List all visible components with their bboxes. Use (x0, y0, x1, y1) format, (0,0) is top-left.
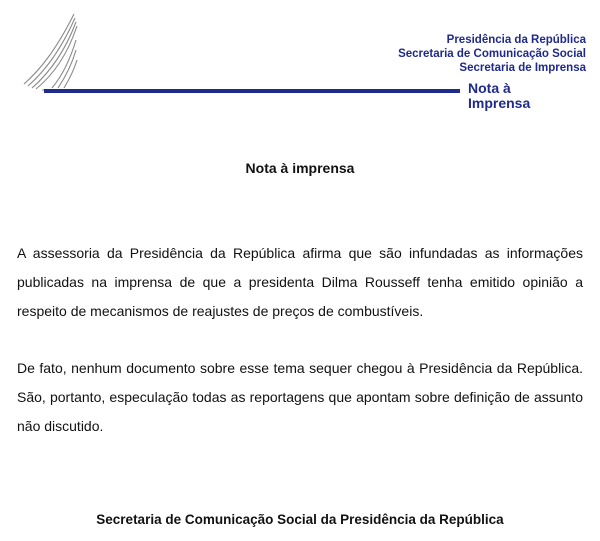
org-line-press-office: Secretaria de Imprensa (459, 62, 586, 74)
paragraph-2: De fato, nenhum documento sobre esse tema sequer chegou à Presidência da República. São, portanto, especulação todas as reportagens que apontam sobre definição de assunto não discutido. (17, 360, 583, 434)
header-divider (44, 89, 460, 93)
document-title: Nota à imprensa (245, 160, 355, 176)
org-line-secom: Secretaria de Comunicação Social (398, 48, 586, 60)
tag-line-1: Nota à (468, 80, 511, 96)
signature: Secretaria de Comunicação Social da Presidência da República (96, 512, 504, 527)
tag-line-2: Imprensa (468, 95, 531, 111)
paragraph-1: A assessoria da Presidência da República afirma que são infundadas as informações publicadas na imprensa de que a presidenta Dilma Rousseff tenha emitido opinião a respeito de mecanismos de reajustes de preços de combustíveis. (17, 245, 583, 319)
document-type-tag (468, 81, 558, 111)
organization-header (398, 33, 586, 75)
org-line-presidency: Presidência da República (446, 34, 586, 46)
planalto-logo-icon (22, 10, 78, 92)
